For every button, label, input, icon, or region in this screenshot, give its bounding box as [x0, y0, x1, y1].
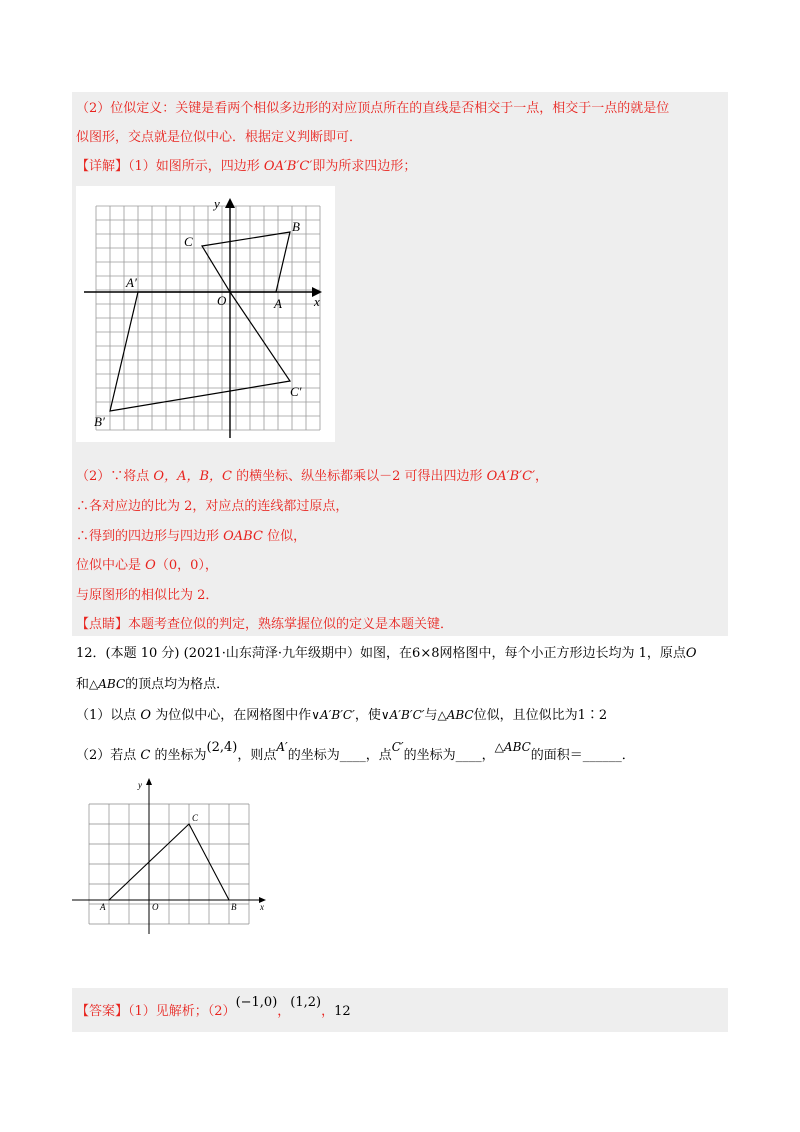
step2-line-2: ∴各对应边的比为 2，对应点的连线都过原点，: [76, 499, 349, 514]
answer-label: 【答案】: [76, 1004, 129, 1019]
fig2-label-B: B: [231, 902, 237, 912]
fig2-label-O: O: [152, 902, 159, 912]
detail-label: 【详解】: [76, 159, 129, 174]
figure-2-coordinate-grid: [72, 776, 272, 936]
detail-line: 【详解】（1）如图所示，四边形 OA′B′C′即为所求四边形；: [76, 159, 417, 174]
fig1-label-y: y: [214, 196, 220, 211]
question-sub-1: （1）以点 O 为位似中心，在网格图中作∨A′B′C′，使∨A′B′C′与△ABC位似，且位似比为1∶2: [76, 708, 608, 723]
fig2-label-A: A: [100, 902, 106, 912]
fig2-label-C: C: [192, 813, 199, 823]
answer-line: 【答案】（1）见解析；（2）(−1,0)，(1,2)，12: [76, 995, 351, 1019]
question-line-2: 和△ABC的顶点均为格点．: [76, 677, 230, 692]
fig2-label-y: y: [138, 780, 142, 790]
fig2-label-x: x: [260, 902, 264, 912]
step2-line-4: 位似中心是 O（0，0），: [76, 558, 218, 573]
fig1-label-A-prime: A′: [126, 275, 137, 290]
quad-name: OA′B′C′: [263, 159, 313, 174]
answer-value-1: (−1,0): [235, 995, 278, 1010]
comment-line: 【点睛】本题考查位似的判定，熟练掌握位似的定义是本题关键．: [76, 617, 454, 632]
answer-value-2: (1,2): [290, 995, 322, 1010]
fig1-y-arrow-icon: [225, 198, 235, 208]
fig1-label-B: B: [292, 219, 300, 234]
step2-line-3: ∴得到的四边形与四边形 OABC 位似，: [76, 529, 307, 544]
figure-1-coordinate-grid: [76, 186, 335, 442]
fig2-y-arrow-icon: [146, 778, 152, 785]
fig1-quad-OA'B'C': [110, 292, 290, 411]
step2-line-5: 与原图形的相似比为 2．: [76, 588, 219, 603]
fig1-label-C-prime: C′: [290, 384, 302, 399]
fig1-label-O: O: [217, 293, 227, 308]
fig1-label-B-prime: B′: [94, 414, 105, 429]
fig1-label-C: C: [184, 234, 193, 249]
definition-line-2: 似图形，交点就是位似中心．根据定义判断即可．: [76, 130, 363, 145]
comment-label: 【点睛】: [76, 617, 129, 632]
figure-1-panel: [76, 186, 335, 442]
step2-line-1: （2）∵将点 O，A，B，C 的横坐标、纵坐标都乘以－2 可得出四边形 OA′B′C′，: [76, 469, 549, 484]
fig1-label-A: A: [274, 296, 282, 311]
definition-line-1: （2）位似定义：关键是看两个相似多边形的对应顶点所在的直线是否相交于一点，相交于一点的就是位: [76, 101, 670, 116]
answer-value-3: 12: [334, 1004, 351, 1019]
question-sub-2: （2）若点 C 的坐标为(2,4)，则点A′的坐标为____，点C′的坐标为____，△ABC的面积＝______．: [76, 740, 635, 763]
question-line-1: 12．(本题 10 分) (2021·山东菏泽·九年级期中）如图，在6×8网格图中，每个小正方形边长均为 1，原点O: [76, 646, 697, 661]
fig1-label-x: x: [314, 294, 320, 309]
